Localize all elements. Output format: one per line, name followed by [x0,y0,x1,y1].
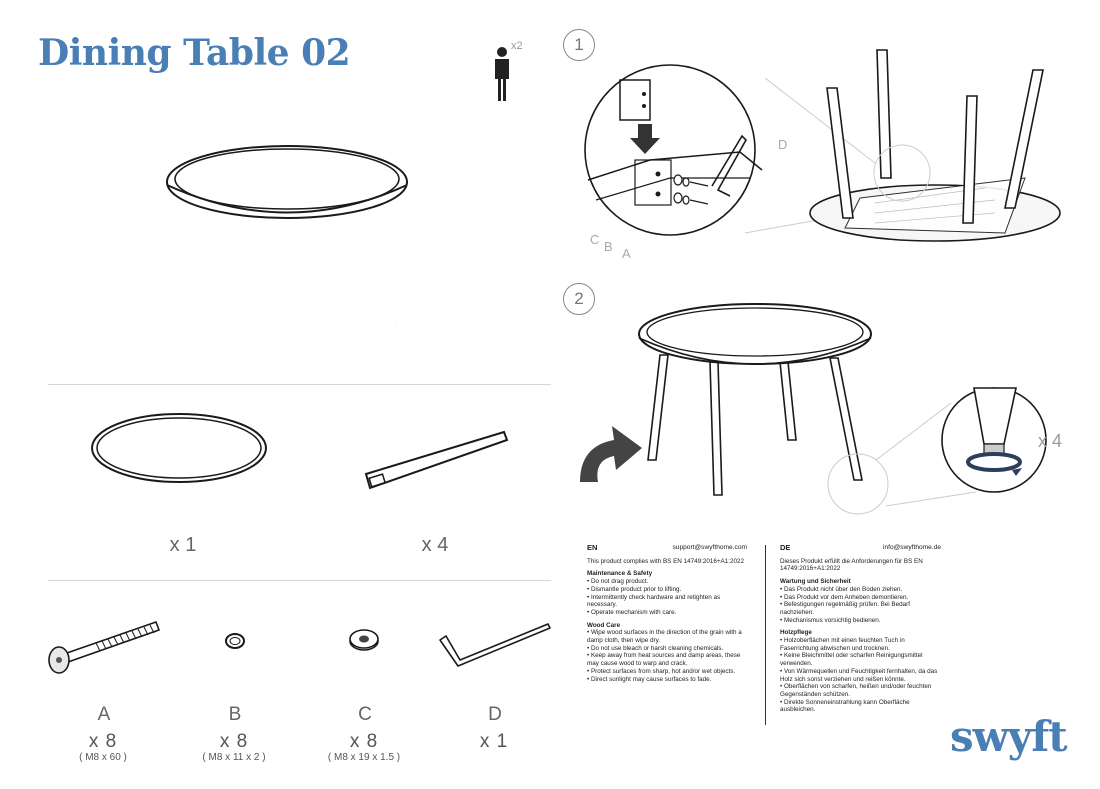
callout-a: A [622,246,631,261]
step-1-number: 1 [563,29,595,61]
care-de-wood-item: • Keine Bleichmittel oder scharfen Reinigungsmittel verwenden. [780,652,923,668]
care-de-maint-item: • Das Produkt nicht über den Boden ziehen. [780,585,903,593]
divider-top [48,384,551,385]
care-en-wood-item: • Direct sunlight may cause surfaces to fade. [587,675,712,683]
care-en-column [587,544,747,683]
care-en-wood-item: • Do not use bleach or harsh cleaning chemicals. [587,644,724,652]
hardware-c-qty: x 8 [349,731,379,752]
care-en-maint-item: • Do not drag product. [587,578,649,586]
table-illustration [160,145,430,345]
hardware-b-spec: ( M8 x 11 x 2 ) [202,752,266,763]
care-en-maint-item: • Intermittently check hardware and retighten as necessary. [587,593,721,609]
care-de-maint-title: Wartung und Sicherheit [780,578,851,586]
divider-bottom [48,580,551,581]
care-en-wood-title: Wood Care [587,621,621,629]
hardware-d-qty: x 1 [479,731,509,752]
step-2-number: 2 [563,283,595,315]
care-de-maint-item: • Mechanismus vorsichtig bedienen. [780,616,881,624]
care-en-email[interactable]: support@swyfthome.com [672,544,747,551]
care-de-maint-item: • Befestigungen regelmäßig prüfen. Bei Bedarf nachziehen. [780,601,910,616]
callout-b: B [604,239,613,254]
hardware-a-qty: x 8 [88,731,118,752]
care-de-wood-item: • Oberflächen von scharfen, heißen und/oder feuchten Gegenständen schützen. [780,683,932,698]
hardware-b-qty: x 8 [219,731,249,752]
callout-d: D [778,137,788,152]
care-de-lang: DE [780,543,791,552]
step-1-detail-circle [580,60,780,240]
hardware-a-spec: ( M8 x 60 ) [79,752,127,763]
hardware-d-letter: D [488,704,502,725]
tabletop-part [90,412,270,484]
care-en-maint-title: Maintenance & Safety [587,570,653,578]
step-1-table-upside-down [805,48,1065,248]
callout-c: C [590,232,600,247]
care-en-wood-item: • Keep away from heat sources and damp areas, these may cause wood to warp and crack. [587,652,741,668]
persons-count: x2 [511,40,523,52]
allen-key-icon [438,622,554,670]
care-de-wood-item: • Von Wärmequellen und Feuchtigkeit fernhalten, da das Holz sich sonst verziehen und reißen könnte. [780,667,938,683]
leg-part [360,430,510,490]
care-de-email[interactable]: info@swyfthome.de [882,544,941,551]
care-de-wood-title: Holzpflege [780,629,812,637]
spring-washer-icon [224,632,246,650]
hardware-c-letter: C [358,704,372,725]
brand-logo: swyft [950,712,1067,761]
care-en-compliance: This product complies with BS EN 14749:2016+A1:2022 [587,557,744,565]
foot-qty: x 4 [1038,431,1063,451]
person-icon [490,46,514,102]
care-de-maint-item: • Das Produkt vor dem Anheben demontieren. [780,593,909,601]
leg-qty: x 4 [421,534,449,556]
flat-washer-icon [348,628,380,652]
hardware-a-letter: A [97,704,111,725]
page-title: Dining Table 02 [38,32,351,74]
care-en-maint-item: • Operate mechanism with care. [587,608,677,616]
care-en-wood-item: • Protect surfaces from sharp, hot and/or wet objects. [587,667,736,675]
bolt-icon [46,616,162,676]
care-de-compliance: Dieses Produkt erfüllt die Anforderungen für BS EN 14749:2016+A1:2022 [780,557,923,573]
care-de-wood-item: • Direkte Sonneneinstrahlung kann Oberfläche ausbleichen. [780,698,910,714]
care-de-wood-item: • Holzoberflächen mit einen feuchten Tuch in Faserrichtung abwischen und trocknen. [780,637,905,652]
care-en-maint-item: • Dismantle product prior to lifting. [587,585,682,593]
care-column-divider [765,545,766,725]
hardware-b-letter: B [228,704,242,725]
hardware-c-spec: ( M8 x 19 x 1.5 ) [327,752,401,763]
care-de-column [780,544,941,714]
care-en-wood-item: • Wipe wood surfaces in the direction of the grain with a damp cloth, then wipe dry. [587,629,742,645]
tabletop-qty: x 1 [169,534,197,556]
foot-detail-circle [826,388,1056,508]
care-en-lang: EN [587,543,598,552]
